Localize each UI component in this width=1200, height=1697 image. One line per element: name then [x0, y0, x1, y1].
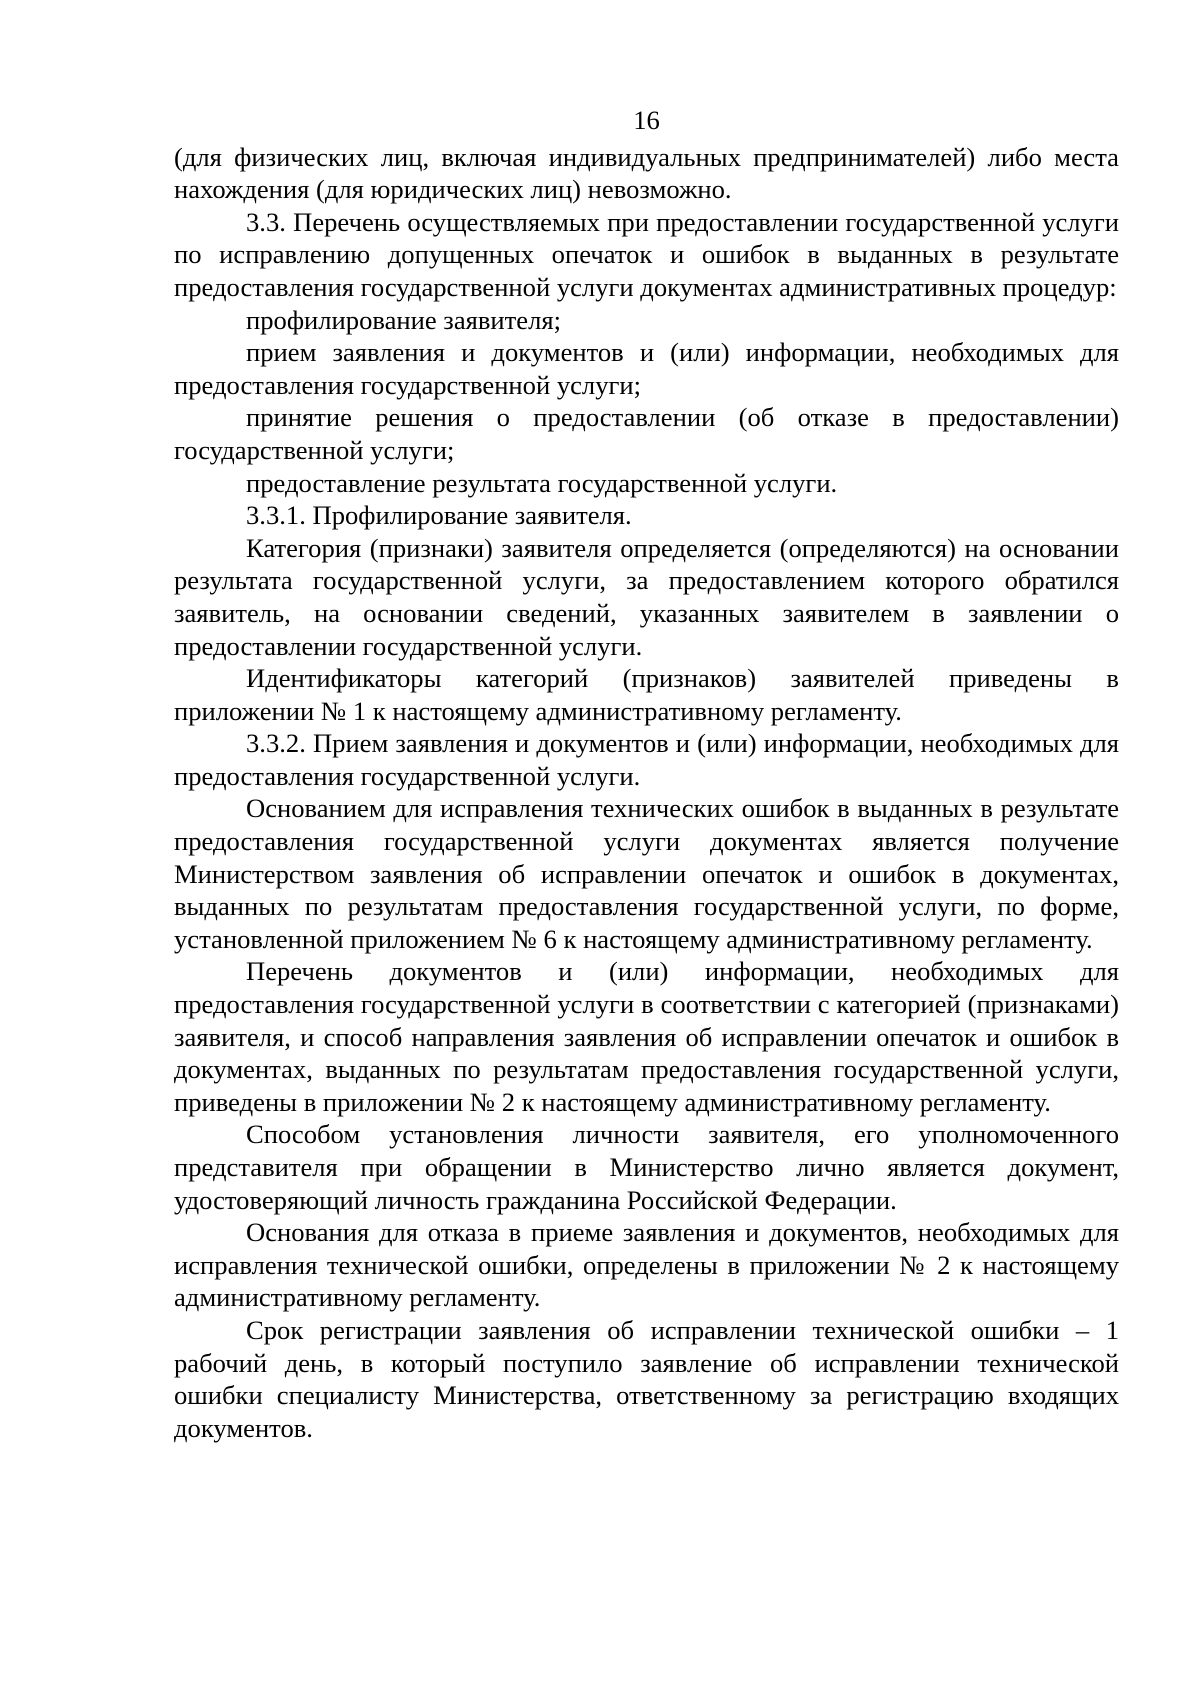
- paragraph-14: Основания для отказа в приеме заявления и документов, необходимых для исправления технической ошибки, определены в приложении № 2 к настоящему административному регламенту.: [174, 1217, 1119, 1313]
- paragraph-5: принятие решения о предоставлении (об отказе в предоставлении) государственной услуги;: [174, 402, 1119, 465]
- document-page: [174, 104, 1119, 1444]
- paragraph-4: прием заявления и документов и (или) информации, необходимых для предоставления государственной услуги;: [174, 337, 1119, 400]
- paragraph-1: (для физических лиц, включая индивидуальных предпринимателей) либо места нахождения (для юридических лиц) невозможно.: [174, 141, 1119, 205]
- paragraph-9: Идентификаторы категорий (признаков) заявителей приведены в приложении № 1 к настоящему административному регламенту.: [174, 663, 1119, 726]
- paragraph-2: 3.3. Перечень осуществляемых при предоставлении государственной услуги по исправлению допущенных опечаток и ошибок в выданных в результате предоставления государственной услуги документах административных процедур:: [174, 206, 1119, 302]
- paragraph-3: профилирование заявителя;: [246, 304, 561, 335]
- page-number: 16: [633, 105, 660, 135]
- paragraph-11: Основанием для исправления технических ошибок в выданных в результате предоставления государственной услуги документах является получение Министерством заявления об исправлении опечаток и ошибок в документах, выданных по результатам предоставления государственной услуги, по форме, установленной приложением № 6 к настоящему административному регламенту.: [174, 793, 1119, 954]
- paragraph-13: Способом установления личности заявителя, его уполномоченного представителя при обращении в Министерство лично является документ, удостоверяющий личность гражданина Российской Федерации.: [174, 1119, 1119, 1215]
- paragraph-6: предоставление результата государственной услуги.: [246, 467, 838, 498]
- paragraph-7: 3.3.1. Профилирование заявителя.: [246, 500, 632, 531]
- paragraph-10: 3.3.2. Прием заявления и документов и (или) информации, необходимых для предоставления государственной услуги.: [174, 728, 1119, 791]
- paragraph-8: Категория (признаки) заявителя определяется (определяются) на основании результата государственной услуги, за предоставлением которого обратился заявитель, на основании сведений, указанных заявителем в заявлении о предоставлении государственной услуги.: [174, 532, 1119, 661]
- paragraph-12: Перечень документов и (или) информации, необходимых для предоставления государственной услуги в соответствии с категорией (признаками) заявителя, и способ направления заявления об исправлении опечаток и ошибок в документах, выданных по результатам предоставления государственной услуги, приведены в приложении № 2 к настоящему административному регламенту.: [174, 956, 1119, 1117]
- paragraph-15: Срок регистрации заявления об исправлении технической ошибки – 1 рабочий день, в который поступило заявление об исправлении технической ошибки специалисту Министерства, ответственному за регистрацию входящих документов.: [174, 1314, 1119, 1443]
